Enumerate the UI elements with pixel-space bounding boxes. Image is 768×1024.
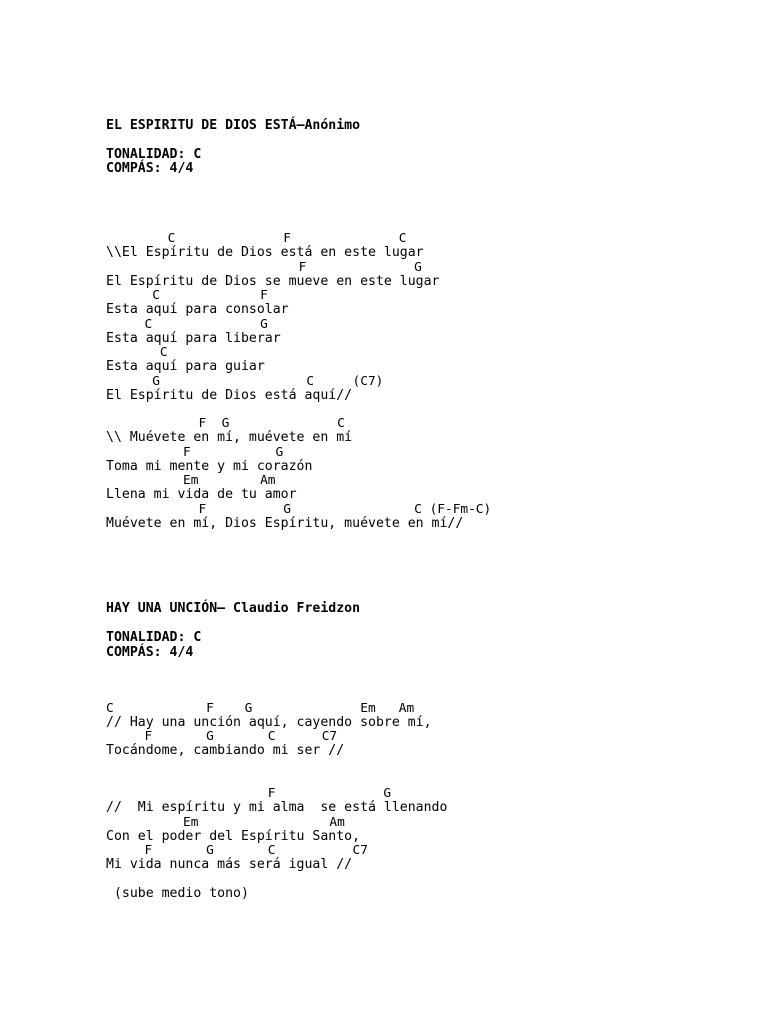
chord-line: F G C C7 [106, 729, 338, 744]
chord-line: F G [106, 445, 284, 460]
lyric-line: Esta aquí para guiar [106, 359, 265, 374]
lyric-line: Esta aquí para consolar [106, 302, 289, 317]
song-title: EL ESPIRITU DE DIOS ESTÁ–Anónimo [106, 118, 361, 133]
chord-line: F G C (F-Fm-C) [106, 502, 492, 517]
song-key: TONALIDAD: C [106, 630, 202, 645]
lyric-line: Esta aquí para liberar [106, 331, 281, 346]
chord-line: C [106, 345, 168, 360]
lyric-line: \\ Muévete en mí, muévete en mí [106, 430, 353, 445]
lyric-line: Tocándome, cambiando mi ser // [106, 743, 345, 758]
chord-line: F G [106, 260, 422, 275]
song-key: TONALIDAD: C [106, 147, 202, 162]
lyric-line: // Hay una unción aquí, cayendo sobre mí, [106, 715, 432, 730]
song-meter: COMPÁS: 4/4 [106, 161, 194, 176]
chord-line: Em Am [106, 473, 276, 488]
chord-line: F G [106, 786, 392, 801]
lyric-line: El Espíritu de Dios está aquí// [106, 388, 353, 403]
lyric-line: \\El Espíritu de Dios está en este lugar [106, 245, 424, 260]
chord-line: C G [106, 317, 268, 332]
chord-line: C F C [106, 231, 407, 246]
chord-line: Em Am [106, 815, 345, 830]
lyric-line: El Espíritu de Dios se mueve en este lugar [106, 274, 440, 289]
chord-line: F G C C7 [106, 843, 368, 858]
chord-line: G C (C7) [106, 374, 384, 389]
song-title: HAY UNA UNCIÓN– Claudio Freidzon [106, 601, 361, 616]
lyric-line: Toma mi mente y mi corazón [106, 459, 313, 474]
lyric-line: Mi vida nunca más será igual // [106, 857, 353, 872]
song-meter: COMPÁS: 4/4 [106, 645, 194, 660]
chord-line: F G C [106, 416, 345, 431]
performance-note: (sube medio tono) [106, 886, 249, 901]
lyric-line: Con el poder del Espíritu Santo, [106, 829, 361, 844]
lyric-line: Llena mi vida de tu amor [106, 487, 297, 502]
chord-line: C F [106, 288, 268, 303]
lyric-line: // Mi espíritu y mi alma se está llenando [106, 800, 448, 815]
chord-line: C F G Em Am [106, 701, 415, 716]
lyric-line: Muévete en mí, Dios Espíritu, muévete en mí// [106, 516, 464, 531]
